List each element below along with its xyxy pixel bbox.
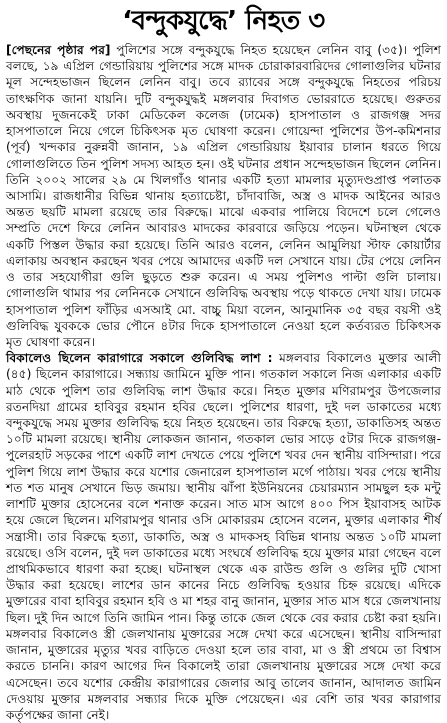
article-paragraph-2 xyxy=(6,350,441,723)
article-paragraph-1 xyxy=(6,42,441,350)
paragraph-2-text: মঙ্গলবার বিকালেও মুক্তার আলী (৪৫) ছিলেন কারাগারে। সন্ধ্যায় জামিনে মুক্তি পান। গতকাল সকালে নিজ এলাকার একটি মাঠ থেকে পুলিশ তার গুলিবিদ্ধ লাশ উদ্ধার করে। নিহত মুক্তার মণিরামপুর উপজেলার রতনদিয়া গ্রামের হাবিবুর রহমান হবির ছেলে। পুলিশের ধারণা, দুই দল ডাকাতের মধ্যে বন্দুকযুদ্ধে সময় মুক্তার গুলিবিদ্ধ হয়ে নিহত হয়েছেন। তার বিরুদ্ধে হত্যা, ডাকাতিসহ অন্তত ১০টি মামলা রয়েছে। স্থানীয় লোকজন জানান, গতকাল ভোর সাড়ে ৫টার দিকে রাজগঞ্জ-পুলেরহাট সড়কের পাশে একটি লাশ দেখতে পেয়ে পুলিশে খবর দেন স্থানীয় বাসিন্দারা। পরে পুলিশ গিয়ে লাশ উদ্ধার করে যশোর জেনারেল হাসপাতাল মর্গে পাঠায়। খবর পেয়ে স্থানীয় শত শত মানুষ সেখানে ভিড় জমায়। স্থানীয় ঝাঁপা ইউনিয়নের চেয়ারম্যান সামছুল হক মন্টু লাশটি মুক্তার হোসেনের বলে শনাক্ত করেন। সাত মাস আগে ৪০০ পিস ইয়াবাসহ আটক হয়ে জেলে ছিলেন। মণিরামপুর থানার ওসি মোকাররম হোসেন বলেন, মুক্তার এলাকার শীর্ষ সন্ত্রাসী। তার বিরুদ্ধে হত্যা, ডাকাতি, অস্ত্র ও মাদকসহ বিভিন্ন থানায় অন্তত ১০টি মামলা রয়েছে। ওসি বলেন, দুই দল ডাকাতের মধ্যে সংঘর্ষে গুলিবিদ্ধ হয়ে মুক্তার মারা গেছেন বলে প্রাথমিকভাবে ধারণা করা হচ্ছে। ঘটনাস্থল থেকে এক রাউন্ড গুলি ও গুলির দুটি খোসা উদ্ধার করা হয়েছে। লাশের ডান কানের নিচে গুলিবিদ্ধ হওয়ার চিহ্ন রয়েছে। এদিকে মুক্তারের বাবা হাবিবুর রহমান হবি ও মা শহর বানু জানান, মুক্তার সাত মাস ধরে জেলখানায় ছিল। দুই দিন আগে তিনি জামিন পান। কিন্তু তাকে জেল থেকে বের করার চেষ্টা করা হয়নি। মঙ্গলবার বিকালেও স্ত্রী জেলখানায় মুক্তারের সঙ্গে দেখা করে এসেছেন। স্থানীয় বাসিন্দারা জানান, মুক্তারের মৃত্যুর খবর বাড়িতে দেওয়া হলে তার বাবা, মা ও স্ত্রী প্রথমে তা বিশ্বাস করতে চাননি। কারণ আগের দিন বিকালেই তারা জেলখানায় মুক্তারের সঙ্গে দেখা করে এসেছেন। তবে যশোর কেন্দ্রীয় কারাগারের জেলার আবু তালেব জানান, আদালত জামিন দেওয়ায় মুক্তার মঙ্গলবার সন্ধ্যার দিকে মুক্তি পেয়েছেন। এর বেশি তার খবর কারাগার কর্তৃপক্ষের জানা নেই। xyxy=(6,351,441,722)
continued-from-label: [পেছনের পৃষ্ঠার পর] xyxy=(6,43,111,57)
subheading: বিকালেও ছিলেন কারাগারে সকালে গুলিবিদ্ধ লাশ : xyxy=(6,351,273,366)
headline: ‘বন্দুকযুদ্ধে’ নিহত ৩ xyxy=(122,6,325,36)
paragraph-1-text: পুলিশের সঙ্গে বন্দুকযুদ্ধে নিহত হয়েছেন লেনিন বাবু (৩৫)। পুলিশ বলছে, ১৯ এপ্রিল গেন্ডারিয়ায় পুলিশের সঙ্গে মাদক চোরাকারবারিদের গোলাগুলির ঘটনার মূল সন্দেহভাজন ছিলেন লেনিন বাবু। তবে র‍্যাবের সঙ্গে বন্দুকযুদ্ধে নিহতের পরিচয় তাৎক্ষণিক জানা যায়নি। দুটি বন্দুকযুদ্ধই মঙ্গলবার দিবাগত ভোররাতে হয়েছে। গুরুতর অবস্থায় দুজনকেই ঢাকা মেডিকেল কলেজ (ঢামেক) হাসপাতাল ও রাজগঞ্জ সদর হাসপাতালে নিয়ে গেলে চিকিৎসক মৃত ঘোষণা করেন। গোয়েন্দা পুলিশের উপ-কমিশনার (পূর্ব) খন্দকার নুরুন্নবী জানান, ১৯ এপ্রিল গেন্ডারিয়ায় ইয়াবার চালান ধরতে গিয়ে গোলাগুলিতে তিন পুলিশ সদস্য আহত হন। ওই ঘটনার প্রধান সন্দেহভাজন ছিলেন লেনিন। তিনি ২০০২ সালের ২৯ মে খিলগাঁও থানার একটি হত্যা মামলার মৃত্যুদণ্ডপ্রাপ্ত পলাতক আসামি। রাজধানীর বিভিন্ন থানায় হত্যাচেষ্টা, চাঁদাবাজি, অস্ত্র ও মাদক আইনের আরও অন্তত ছয়টি মামলা রয়েছে তার বিরুদ্ধে। মাঝে একবার পালিয়ে বিদেশে চলে গেলেও সম্প্রতি দেশে ফিরে লেনিন আবারও মাদকের কারবারে জড়িয়ে পড়েন। ঘটনাস্থল থেকে একটি পিস্তল উদ্ধার করা হয়েছে। তিনি আরও বলেন, লেনিন আমুলিয়া স্টাফ কোয়ার্টার এলাকায় অবস্থান করছেন খবর পেয়ে আমাদের একটি দল সেখানে যায়। টের পেয়ে লেনিন ও তার সহযোগীরা গুলি ছুড়তে শুরু করেন। এ সময় পুলিশও পাল্টা গুলি চালায়। গোলাগুলি থামার পর লেনিনকে সেখানে গুলিবিদ্ধ অবস্থায় পড়ে থাকতে দেখা যায়। ঢামেক হাসপাতাল পুলিশ ফাঁড়ির এসআই মো. বাচ্চু মিয়া বলেন, আনুমানিক ৩৫ বছর বয়সী ওই গুলিবিদ্ধ যুবককে ভোর পৌনে ৪টার দিকে হাসপাতালে নেওয়া হলে কর্তব্যরত চিকিৎসক মৃত ঘোষণা করেন। xyxy=(6,43,441,349)
